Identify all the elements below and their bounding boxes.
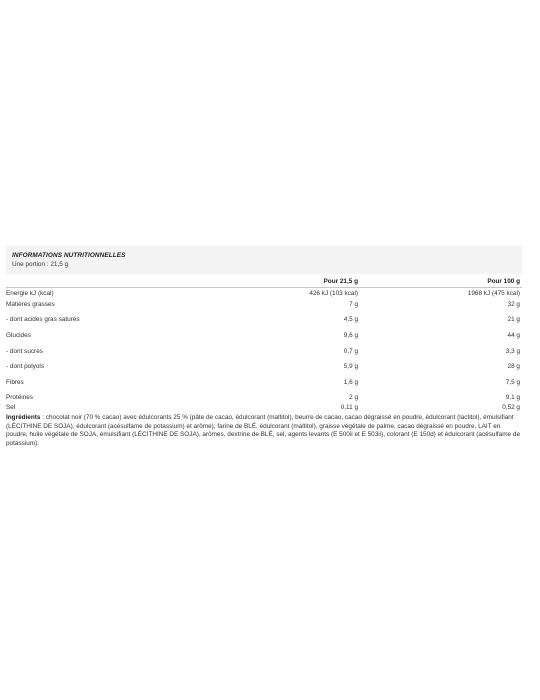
row-label: Protéines bbox=[6, 394, 33, 401]
row-value-portion: 0,11 g bbox=[340, 404, 358, 411]
row-label: Sel bbox=[6, 404, 16, 411]
table-header-row bbox=[6, 278, 522, 287]
column-header-100g: Pour 100 g bbox=[487, 278, 520, 285]
row-value-portion: 5,9 g bbox=[343, 363, 358, 370]
row-value-100g: 44 g bbox=[507, 332, 520, 339]
ingredients-text bbox=[6, 414, 520, 448]
row-value-portion: 0,7 g bbox=[343, 348, 358, 355]
nutrition-header bbox=[6, 246, 522, 274]
row-value-portion: 9,6 g bbox=[343, 332, 358, 339]
table-row bbox=[6, 379, 522, 388]
row-label: - dont acides gras saturés bbox=[6, 316, 80, 323]
nutrition-panel bbox=[6, 246, 522, 448]
row-label: Energie kJ (kcal) bbox=[6, 290, 54, 297]
table-row bbox=[6, 332, 522, 341]
table-row bbox=[6, 301, 522, 310]
row-value-100g: 21 g bbox=[507, 316, 520, 323]
header-divider bbox=[6, 287, 522, 288]
row-value-portion: 1,6 g bbox=[343, 379, 358, 386]
portion-size: Une portion : 21,5 g bbox=[12, 261, 69, 268]
row-value-100g: 28 g bbox=[507, 363, 520, 370]
table-row bbox=[6, 348, 522, 357]
row-value-portion: 4,5 g bbox=[343, 316, 358, 323]
table-row bbox=[6, 363, 522, 372]
row-label: Fibres bbox=[6, 379, 24, 386]
row-value-portion: 2 g bbox=[349, 394, 358, 401]
nutrition-title: INFORMATIONS NUTRITIONNELLES bbox=[12, 252, 126, 259]
row-label: - dont sucres bbox=[6, 348, 43, 355]
table-row bbox=[6, 316, 522, 325]
row-value-100g: 7,5 g bbox=[505, 379, 520, 386]
nutrition-table bbox=[6, 274, 522, 411]
row-value-100g: 9,1 g bbox=[505, 394, 520, 401]
ingredients-label: Ingrédients bbox=[6, 414, 41, 421]
row-label: Glucides bbox=[6, 332, 31, 339]
row-label: Matières grasses bbox=[6, 301, 55, 308]
table-row bbox=[6, 290, 522, 299]
column-header-portion: Pour 21,5 g bbox=[323, 278, 358, 285]
ingredients-list: : chocolat noir (70 % cacao) avec édulcorants 25 % (pâte de cacao, édulcorant (maltitol), beurre de cacao, cacao dégraissé en poudre, édulcorant (lactitol), émulsifiant (LÉCITHINE DE SOJA), édulcorant (acésulfame de potassium) et arôme), farine de BLÉ, édulcorant (maltitol), graisse végétale de palme, cacao dégraissé en poudre, LAIT en poudre, huile végétale de SOJA, émulsifiant (LÉCITHINE DE SOJA), arômes, dextrine de BLÉ, sel, agents levants (E 500ii et E 503ii), colorant (E 150d) et édulcorant (acésulfame de potassium). bbox=[6, 414, 520, 447]
row-value-100g: 3,3 g bbox=[505, 348, 520, 355]
row-value-portion: 7 g bbox=[349, 301, 358, 308]
table-row bbox=[6, 404, 522, 413]
table-row bbox=[6, 394, 522, 403]
row-label: - dont polyols bbox=[6, 363, 45, 370]
row-value-100g: 0,52 g bbox=[502, 404, 520, 411]
row-value-100g: 32 g bbox=[507, 301, 520, 308]
row-value-100g: 1968 kJ (475 kcal) bbox=[467, 290, 520, 297]
row-value-portion: 426 kJ (103 kcal) bbox=[309, 290, 358, 297]
